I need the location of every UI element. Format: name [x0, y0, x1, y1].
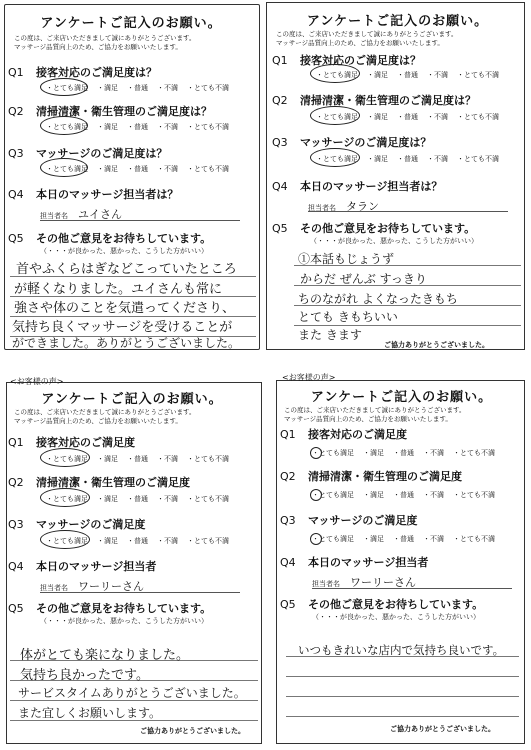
staff-name[interactable]: ワーリーさん — [350, 576, 416, 589]
question-number: Q4 — [8, 188, 24, 201]
option-very-unsatisfied[interactable]: ・とても不満 — [453, 449, 495, 457]
option-normal[interactable]: ・普通 — [127, 455, 148, 463]
intro-line-2: マッサージ品質向上のため、ご協力をお願いいたします。 — [284, 415, 452, 423]
question-2 — [272, 92, 476, 108]
question-3 — [8, 145, 167, 161]
comment-rule — [286, 696, 519, 697]
option-unsatisfied[interactable]: ・不満 — [157, 123, 178, 131]
comment-line-2: からだ ぜんぶ すっきり — [300, 272, 427, 286]
intro-line-1: この度は、ご来店いただきまして誠にありがとうございます。 — [284, 406, 466, 414]
q5-hint: （・・・が良かった、悪かった、こうした方がいい） — [312, 613, 480, 621]
question-2 — [280, 468, 462, 484]
comment-line-4: とても きもちいい — [298, 310, 398, 324]
option-very-satisfied[interactable]: ・とても満足 — [46, 123, 88, 131]
intro-text — [276, 30, 457, 48]
question-number: Q5 — [272, 222, 288, 235]
options-q1 — [312, 448, 504, 458]
survey-card-bottom-right — [272, 372, 531, 750]
comment-line-5: ができました。ありがとうございました。 — [12, 336, 241, 350]
question-text: その他ご意見をお待ちしています。 — [300, 222, 476, 235]
staff-underline — [40, 592, 240, 593]
option-unsatisfied[interactable]: ・不満 — [157, 537, 178, 545]
staff-label: 担当者名 — [312, 580, 340, 588]
question-5 — [8, 600, 211, 616]
option-normal[interactable]: ・普通 — [397, 71, 418, 79]
option-satisfied[interactable]: ・満足 — [363, 491, 384, 499]
option-unsatisfied[interactable]: ・不満 — [157, 455, 178, 463]
option-unsatisfied[interactable]: ・不満 — [427, 113, 448, 121]
question-text: 清掃清潔・衛生管理のご満足度は？ — [36, 105, 212, 118]
option-satisfied[interactable]: ・満足 — [363, 449, 384, 457]
option-normal[interactable]: ・普通 — [127, 165, 148, 173]
question-3 — [8, 516, 145, 532]
staff-name[interactable]: ワーリーさん — [78, 580, 144, 593]
question-text: 接客対応のご満足度は？ — [36, 66, 157, 79]
option-satisfied[interactable]: ・満足 — [97, 84, 118, 92]
question-number: Q2 — [280, 470, 296, 483]
comment-line-1: 体がとても楽になりました。 — [20, 648, 190, 663]
option-very-satisfied[interactable]: ・とても満足 — [316, 113, 358, 121]
question-number: Q5 — [8, 602, 24, 615]
answer-circle-q2 — [310, 106, 360, 125]
comment-line-4: また宜しくお願いします。 — [18, 706, 162, 720]
question-text: その他ご意見をお待ちしています。 — [308, 598, 484, 611]
survey-title: アンケートご記入のお願い。 — [40, 16, 222, 31]
option-satisfied[interactable]: ・満足 — [367, 71, 388, 79]
option-satisfied[interactable]: ・満足 — [97, 455, 118, 463]
question-text: マッサージのご満足度 — [36, 518, 146, 531]
option-unsatisfied[interactable]: ・不満 — [427, 71, 448, 79]
staff-underline — [40, 220, 240, 221]
option-very-unsatisfied[interactable]: ・とても不満 — [187, 165, 229, 173]
survey-card-top-right — [264, 0, 531, 352]
options-q3 — [312, 534, 504, 544]
question-number: Q4 — [272, 180, 288, 193]
intro-line-2: マッサージ品質向上のため、ご協力をお願いいたします。 — [14, 417, 182, 425]
question-4 — [8, 558, 156, 574]
option-normal[interactable]: ・普通 — [393, 491, 414, 499]
answer-circle-q3 — [310, 533, 322, 545]
option-unsatisfied[interactable]: ・不満 — [423, 535, 444, 543]
option-satisfied[interactable]: ・満足 — [97, 495, 118, 503]
answer-circle-q2 — [40, 116, 88, 135]
staff-underline — [312, 588, 512, 589]
thanks-text: ご協力ありがとうございました。 — [390, 725, 495, 733]
question-text: 本日のマッサージ担当者 — [36, 560, 157, 573]
comment-line-5: また きます — [298, 328, 362, 342]
option-very-satisfied[interactable]: ・とても満足 — [46, 84, 88, 92]
option-very-satisfied[interactable]: ・とても満足 — [312, 449, 354, 457]
staff-label: 担当者名 — [40, 212, 68, 220]
question-number: Q2 — [8, 105, 24, 118]
question-text: マッサージのご満足度は？ — [300, 136, 432, 149]
question-5 — [272, 220, 475, 236]
question-number: Q2 — [8, 476, 24, 489]
option-very-satisfied[interactable]: ・とても満足 — [312, 535, 354, 543]
option-normal[interactable]: ・普通 — [127, 84, 148, 92]
comment-line-1: いつもきれいな店内で気持ち良いです。 — [298, 643, 505, 657]
option-satisfied[interactable]: ・満足 — [97, 123, 118, 131]
intro-line-1: この度は、ご来店いただきまして誠にありがとうございます。 — [14, 408, 196, 416]
survey-card-top-left — [0, 0, 262, 352]
option-very-unsatisfied[interactable]: ・とても不満 — [453, 535, 495, 543]
comment-rule — [286, 676, 519, 677]
staff-name[interactable]: ユイさん — [78, 208, 122, 221]
q5-hint: （・・・が良かった、悪かった、こうした方がいい） — [40, 247, 208, 255]
question-5 — [8, 230, 211, 246]
question-text: 清掃清潔・衛生管理のご満足度 — [308, 470, 462, 483]
option-very-unsatisfied[interactable]: ・とても不満 — [457, 71, 499, 79]
comment-line-3: ちのながれ よくなったきもち — [298, 292, 458, 306]
survey-title: アンケートご記入のお願い。 — [306, 14, 489, 29]
comment-line-2: が軽くなりました。ユイさんも常に — [14, 282, 223, 297]
question-3 — [280, 512, 417, 528]
question-number: Q4 — [280, 556, 296, 569]
answer-circle-q3 — [40, 530, 90, 549]
survey-title: アンケートご記入のお願い。 — [41, 392, 223, 407]
comment-line-2: 気持ち良かったです。 — [20, 668, 149, 683]
question-text: 本日のマッサージ担当者は？ — [36, 188, 179, 201]
answer-circle-q1 — [310, 447, 322, 459]
option-very-unsatisfied[interactable]: ・とても不満 — [457, 113, 499, 121]
option-normal[interactable]: ・普通 — [127, 495, 148, 503]
question-number: Q5 — [280, 598, 296, 611]
question-4 — [8, 186, 178, 202]
answer-circle-q3 — [310, 148, 360, 167]
question-4 — [280, 554, 428, 570]
option-very-satisfied[interactable]: ・とても満足 — [312, 491, 354, 499]
staff-label: 担当者名 — [308, 204, 336, 212]
question-number: Q3 — [280, 514, 296, 527]
option-satisfied[interactable]: ・満足 — [367, 155, 388, 163]
intro-line-1: この度は、ご来店いただきまして誠にありがとうございます。 — [276, 30, 458, 38]
intro-text — [14, 408, 195, 426]
question-text: 接客対応のご満足度は？ — [300, 54, 421, 67]
staff-name[interactable]: タラン — [346, 200, 379, 213]
option-very-satisfied[interactable]: ・とても満足 — [46, 537, 88, 545]
option-very-satisfied[interactable]: ・とても満足 — [46, 455, 88, 463]
intro-line-2: マッサージ品質向上のため、ご協力をお願いいたします。 — [14, 43, 182, 51]
intro-line-1: この度は、ご来店いただきまして誠にありがとうございます。 — [14, 34, 196, 42]
answer-circle-q2 — [40, 488, 90, 507]
option-very-satisfied[interactable]: ・とても満足 — [46, 495, 88, 503]
option-very-unsatisfied[interactable]: ・とても不満 — [187, 123, 229, 131]
question-text: マッサージのご満足度 — [308, 514, 418, 527]
answer-circle-q1 — [40, 78, 88, 96]
option-unsatisfied[interactable]: ・不満 — [157, 165, 178, 173]
question-text: 本日のマッサージ担当者は？ — [300, 180, 443, 193]
option-very-satisfied[interactable]: ・とても満足 — [316, 155, 358, 163]
option-very-unsatisfied[interactable]: ・とても不満 — [187, 455, 229, 463]
question-text: 接客対応のご満足度 — [308, 428, 407, 441]
question-2 — [8, 474, 190, 490]
answer-circle-q2 — [310, 489, 322, 501]
comment-rule — [286, 716, 519, 717]
option-very-unsatisfied[interactable]: ・とても不満 — [453, 491, 495, 499]
comment-line-4: 気持ち良くマッサージを受けることが — [12, 320, 233, 335]
comment-line-3: 強さや体のことを気遣ってくださり、 — [14, 301, 236, 316]
option-normal[interactable]: ・普通 — [393, 449, 414, 457]
question-3 — [272, 134, 431, 150]
option-normal[interactable]: ・普通 — [393, 535, 414, 543]
intro-text — [284, 406, 465, 424]
option-normal[interactable]: ・普通 — [397, 155, 418, 163]
question-number: Q3 — [272, 136, 288, 149]
intro-text — [14, 34, 195, 52]
staff-label: 担当者名 — [40, 584, 68, 592]
option-unsatisfied[interactable]: ・不満 — [427, 155, 448, 163]
option-very-satisfied[interactable]: ・とても満足 — [46, 165, 88, 173]
option-satisfied[interactable]: ・満足 — [97, 537, 118, 545]
answer-circle-q3 — [40, 158, 88, 177]
option-very-unsatisfied[interactable]: ・とても不満 — [187, 84, 229, 92]
option-very-satisfied[interactable]: ・とても満足 — [316, 71, 358, 79]
option-very-unsatisfied[interactable]: ・とても不満 — [187, 537, 229, 545]
option-normal[interactable]: ・普通 — [127, 123, 148, 131]
question-text: 本日のマッサージ担当者 — [308, 556, 429, 569]
question-text: マッサージのご満足度は？ — [36, 147, 168, 160]
option-unsatisfied[interactable]: ・不満 — [157, 84, 178, 92]
staff-underline — [308, 211, 508, 212]
question-text: 接客対応のご満足度 — [36, 436, 135, 449]
survey-title: アンケートご記入のお願い。 — [310, 390, 493, 405]
comment-line-3: サービスタイムありがとうございました。 — [18, 686, 246, 700]
question-5 — [280, 596, 483, 612]
question-number: Q2 — [272, 94, 288, 107]
option-satisfied[interactable]: ・満足 — [367, 113, 388, 121]
question-number: Q1 — [8, 66, 24, 79]
answer-circle-q1 — [40, 448, 90, 467]
question-text: その他ご意見をお待ちしています。 — [36, 232, 212, 245]
question-number: Q3 — [8, 147, 24, 160]
question-number: Q4 — [8, 560, 24, 573]
question-number: Q1 — [280, 428, 296, 441]
comment-line-1: ①本話もじょうず — [298, 252, 395, 266]
comment-line-1: 首やふくらはぎなどこっていたところ — [16, 262, 237, 277]
question-text: 清掃清潔・衛生管理のご満足度 — [36, 476, 190, 489]
question-text: 清掃清潔・衛生管理のご満足度は？ — [300, 94, 476, 107]
survey-card-bottom-left — [0, 372, 264, 750]
options-q2 — [312, 490, 504, 500]
thanks-text: ご協力ありがとうございました。 — [140, 727, 245, 735]
q5-hint: （・・・が良かった、悪かった、こうした方がいい） — [310, 237, 478, 245]
option-unsatisfied[interactable]: ・不満 — [157, 495, 178, 503]
option-normal[interactable]: ・普通 — [397, 113, 418, 121]
question-number: Q3 — [8, 518, 24, 531]
option-unsatisfied[interactable]: ・不満 — [423, 449, 444, 457]
option-satisfied[interactable]: ・満足 — [363, 535, 384, 543]
customer-voice-label: <お客様の声> — [282, 373, 336, 382]
thanks-text: ご協力ありがとうございました。 — [384, 341, 489, 349]
question-1 — [8, 64, 157, 80]
question-2 — [8, 103, 212, 119]
question-number: Q1 — [8, 436, 24, 449]
intro-line-2: マッサージ品質向上のため、ご協力をお願いいたします。 — [276, 39, 444, 47]
question-4 — [272, 178, 442, 194]
q5-hint: （・・・が良かった、悪かった、こうした方がいい） — [40, 617, 208, 625]
question-text: その他ご意見をお待ちしています。 — [36, 602, 212, 615]
customer-voice-label: <お客様の声> — [10, 377, 64, 386]
question-1 — [280, 426, 407, 442]
question-number: Q5 — [8, 232, 24, 245]
option-very-unsatisfied[interactable]: ・とても不満 — [187, 495, 229, 503]
option-satisfied[interactable]: ・満足 — [97, 165, 118, 173]
answer-circle-q1 — [310, 64, 360, 83]
option-very-unsatisfied[interactable]: ・とても不満 — [457, 155, 499, 163]
option-normal[interactable]: ・普通 — [127, 537, 148, 545]
question-number: Q1 — [272, 54, 288, 67]
option-unsatisfied[interactable]: ・不満 — [423, 491, 444, 499]
